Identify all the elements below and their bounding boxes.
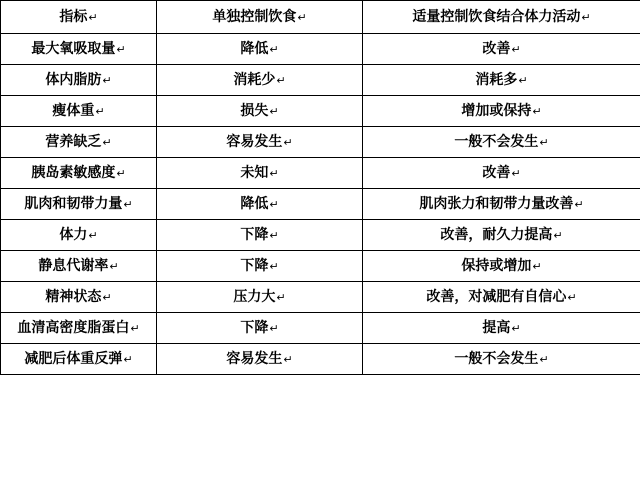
paragraph-mark-icon: ↵ <box>532 259 542 273</box>
cell-text: 血清高密度脂蛋白 <box>17 319 130 336</box>
cell-text: 保持或增加 <box>461 257 532 274</box>
paragraph-mark-icon: ↵ <box>581 10 591 24</box>
paragraph-mark-icon: ↵ <box>269 166 279 180</box>
cell-indicator <box>1 127 157 158</box>
table-row <box>1 96 640 127</box>
cell-indicator <box>1 96 157 127</box>
cell-diet-only <box>157 127 363 158</box>
paragraph-mark-icon: ↵ <box>123 352 133 366</box>
table-row <box>1 65 640 96</box>
table-row <box>1 34 640 65</box>
paragraph-mark-icon: ↵ <box>269 228 279 242</box>
cell-text: 压力大 <box>233 288 276 305</box>
cell-text: 营养缺乏 <box>45 133 102 150</box>
cell-indicator <box>1 65 157 96</box>
cell-diet-exercise <box>363 313 640 344</box>
cell-text: 胰岛素敏感度 <box>31 164 116 181</box>
cell-text: 最大氧吸取量 <box>31 40 116 57</box>
cell-diet-only <box>157 158 363 189</box>
cell-diet-only <box>157 251 363 282</box>
paragraph-mark-icon: ↵ <box>130 321 140 335</box>
paragraph-mark-icon: ↵ <box>283 352 293 366</box>
cell-indicator <box>1 313 157 344</box>
paragraph-mark-icon: ↵ <box>102 73 112 87</box>
cell-text: 一般不会发生 <box>454 133 539 150</box>
cell-text: 改善，耐久力提高 <box>440 226 553 243</box>
cell-diet-exercise <box>363 96 640 127</box>
cell-indicator <box>1 34 157 65</box>
cell-text: 下降 <box>240 226 269 243</box>
cell-text: 肌肉和韧带力量 <box>24 195 123 212</box>
paragraph-mark-icon: ↵ <box>511 166 521 180</box>
cell-diet-exercise <box>363 65 640 96</box>
cell-text: 提高 <box>482 319 511 336</box>
paragraph-mark-icon: ↵ <box>269 321 279 335</box>
cell-diet-only <box>157 65 363 96</box>
paragraph-mark-icon: ↵ <box>116 166 126 180</box>
paragraph-mark-icon: ↵ <box>532 104 542 118</box>
cell-diet-exercise <box>363 220 640 251</box>
paragraph-mark-icon: ↵ <box>567 290 577 304</box>
table-row <box>1 282 640 313</box>
paragraph-mark-icon: ↵ <box>88 228 98 242</box>
paragraph-mark-icon: ↵ <box>123 197 133 211</box>
cell-text: 消耗少 <box>233 71 276 88</box>
column-header-diet-only-text: 单独控制饮食 <box>212 8 297 25</box>
table-row <box>1 220 640 251</box>
cell-text: 改善，对减肥有自信心 <box>426 288 567 305</box>
paragraph-mark-icon: ↵ <box>511 321 521 335</box>
table-row <box>1 251 640 282</box>
paragraph-mark-icon: ↵ <box>511 42 521 56</box>
cell-indicator <box>1 158 157 189</box>
cell-diet-only <box>157 313 363 344</box>
cell-diet-only <box>157 189 363 220</box>
cell-indicator <box>1 189 157 220</box>
cell-text: 体内脂肪 <box>45 71 102 88</box>
cell-diet-only <box>157 282 363 313</box>
cell-text: 下降 <box>240 319 269 336</box>
table-row <box>1 344 640 375</box>
cell-text: 未知 <box>240 164 269 181</box>
cell-text: 消耗多 <box>475 71 518 88</box>
paragraph-mark-icon: ↵ <box>539 135 549 149</box>
paragraph-mark-icon: ↵ <box>574 197 584 211</box>
paragraph-mark-icon: ↵ <box>283 135 293 149</box>
paragraph-mark-icon: ↵ <box>102 290 112 304</box>
cell-indicator <box>1 344 157 375</box>
table-body <box>1 34 640 375</box>
paragraph-mark-icon: ↵ <box>88 10 98 24</box>
paragraph-mark-icon: ↵ <box>95 104 105 118</box>
paragraph-mark-icon: ↵ <box>269 104 279 118</box>
cell-text: 容易发生 <box>226 133 283 150</box>
cell-diet-only <box>157 34 363 65</box>
paragraph-mark-icon: ↵ <box>269 259 279 273</box>
table-header <box>1 1 640 34</box>
cell-text: 精神状态 <box>45 288 102 305</box>
table-header-row <box>1 1 640 34</box>
cell-text: 改善 <box>482 40 511 57</box>
paragraph-mark-icon: ↵ <box>539 352 549 366</box>
cell-text: 肌肉张力和韧带力量改善 <box>419 195 574 212</box>
cell-text: 体力 <box>59 226 88 243</box>
paragraph-mark-icon: ↵ <box>518 73 528 87</box>
cell-text: 降低 <box>240 40 269 57</box>
cell-diet-exercise <box>363 251 640 282</box>
cell-diet-exercise <box>363 282 640 313</box>
column-header-diet-exercise <box>363 1 640 34</box>
paragraph-mark-icon: ↵ <box>276 290 286 304</box>
paragraph-mark-icon: ↵ <box>269 42 279 56</box>
paragraph-mark-icon: ↵ <box>269 197 279 211</box>
paragraph-mark-icon: ↵ <box>553 228 563 242</box>
paragraph-mark-icon: ↵ <box>276 73 286 87</box>
table-row <box>1 127 640 158</box>
column-header-diet-exercise-text: 适量控制饮食结合体力活动 <box>412 8 581 25</box>
column-header-indicator <box>1 1 157 34</box>
column-header-diet-only <box>157 1 363 34</box>
table-row <box>1 158 640 189</box>
cell-diet-exercise <box>363 158 640 189</box>
cell-text: 增加或保持 <box>461 102 532 119</box>
paragraph-mark-icon: ↵ <box>109 259 119 273</box>
paragraph-mark-icon: ↵ <box>102 135 112 149</box>
cell-diet-only <box>157 344 363 375</box>
paragraph-mark-icon: ↵ <box>116 42 126 56</box>
cell-diet-exercise <box>363 189 640 220</box>
column-header-indicator-text: 指标 <box>59 8 88 25</box>
cell-text: 改善 <box>482 164 511 181</box>
cell-text: 容易发生 <box>226 350 283 367</box>
cell-text: 下降 <box>240 257 269 274</box>
cell-text: 损失 <box>240 102 269 119</box>
cell-text: 一般不会发生 <box>454 350 539 367</box>
cell-diet-only <box>157 220 363 251</box>
cell-text: 降低 <box>240 195 269 212</box>
cell-indicator <box>1 282 157 313</box>
cell-diet-exercise <box>363 34 640 65</box>
cell-diet-only <box>157 96 363 127</box>
cell-diet-exercise <box>363 344 640 375</box>
cell-indicator <box>1 220 157 251</box>
cell-text: 瘦体重 <box>52 102 95 119</box>
cell-indicator <box>1 251 157 282</box>
cell-text: 减肥后体重反弹 <box>24 350 123 367</box>
paragraph-mark-icon: ↵ <box>297 10 307 24</box>
table-row <box>1 189 640 220</box>
cell-text: 静息代谢率 <box>38 257 109 274</box>
cell-diet-exercise <box>363 127 640 158</box>
table-row <box>1 313 640 344</box>
